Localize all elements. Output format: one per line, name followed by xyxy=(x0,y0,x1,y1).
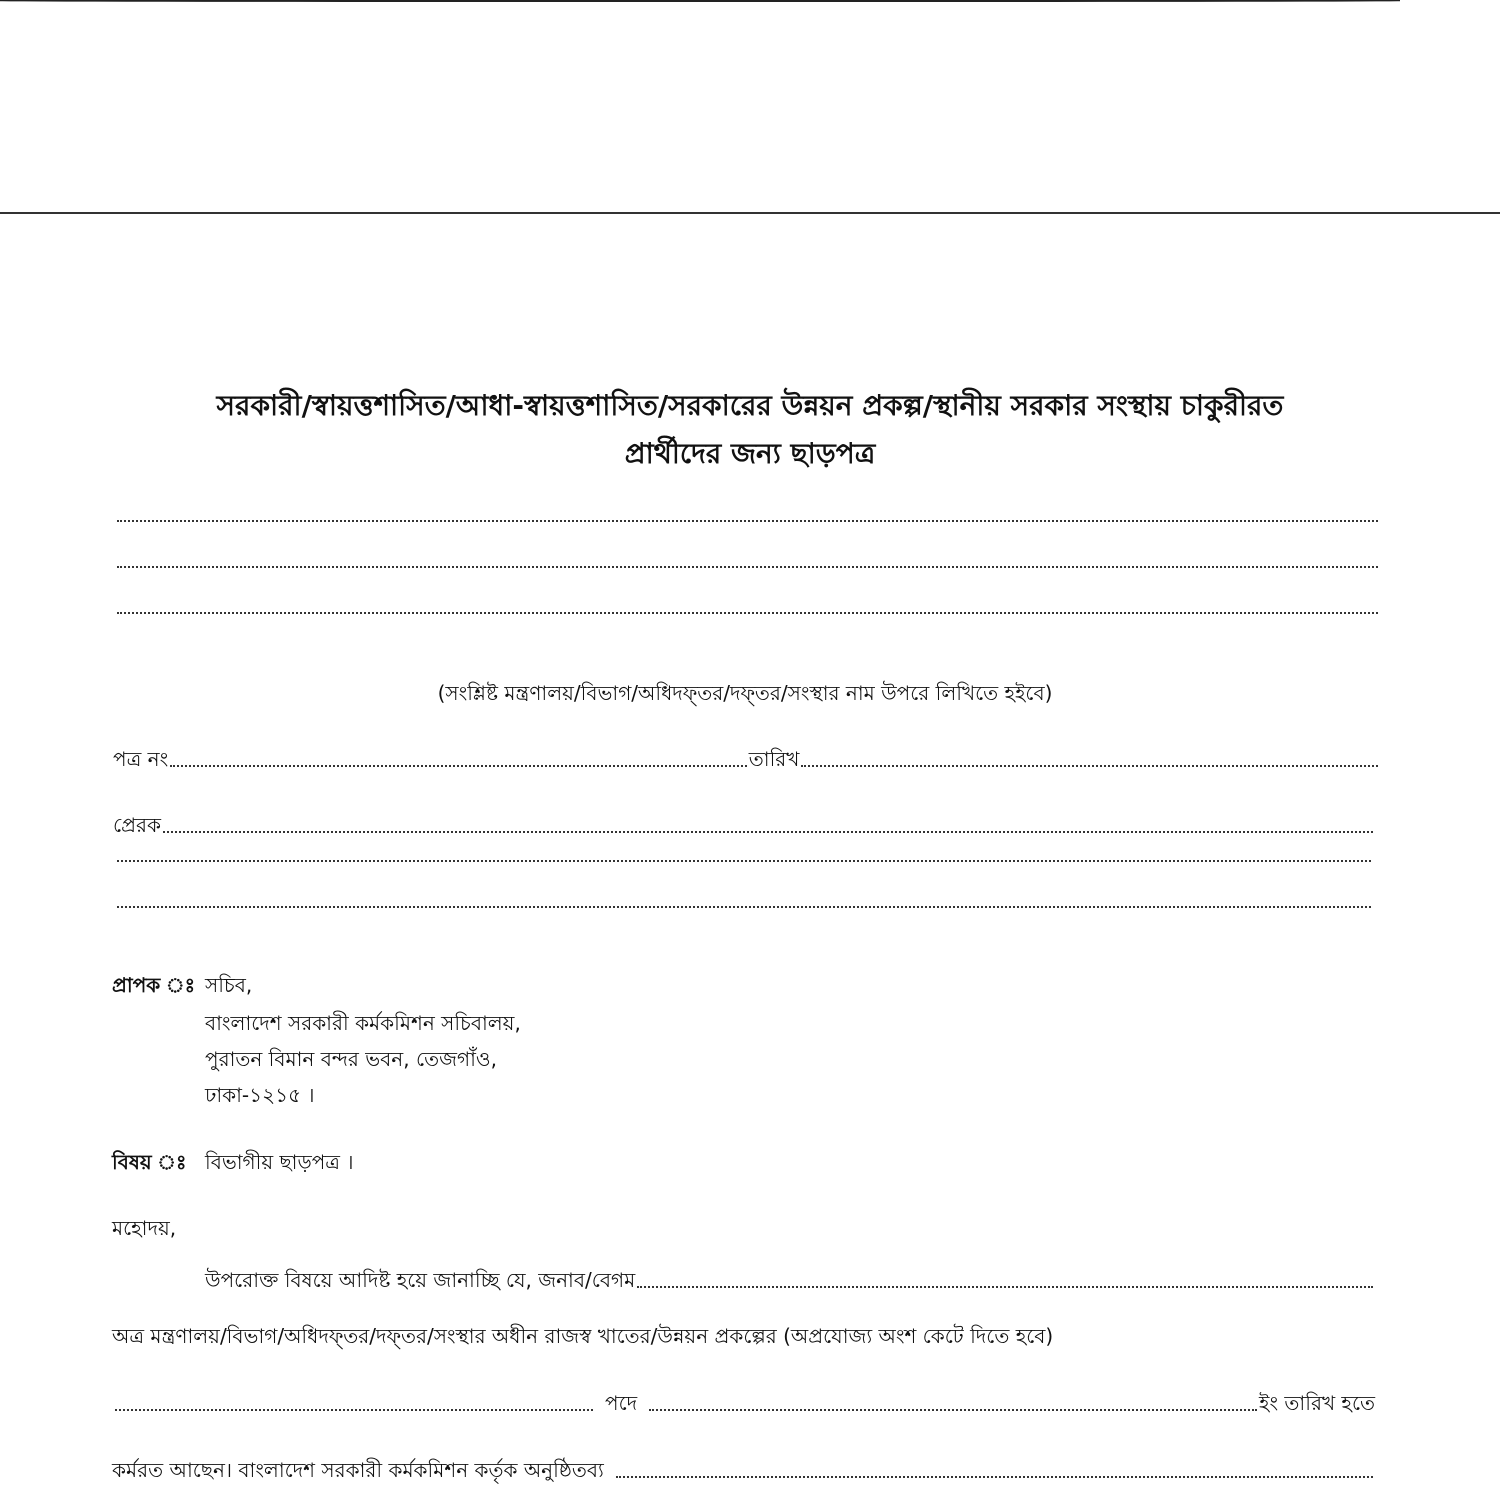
letter-no-label: পত্র নং xyxy=(113,747,169,771)
scan-edge-line xyxy=(0,0,1400,2)
recipient-line: সচিব, xyxy=(205,973,253,997)
sender-row xyxy=(113,812,1375,838)
subject-label: বিষয় ঃ xyxy=(112,1150,187,1174)
from-date-field[interactable] xyxy=(649,1409,1257,1411)
recipient-line: বাংলাদেশ সরকারী কর্মকমিশন সচিবালয়, xyxy=(205,1011,521,1035)
body-text-2: অত্র মন্ত্রণালয়/বিভাগ/অধিদফ্তর/দফ্তর/সংস্থার অধীন রাজস্ব খাতের/উন্নয়ন প্রকল্পের (অপ্রযোজ্য অংশ কেটে দিতে হবে) xyxy=(112,1324,1054,1348)
post-label: পদে xyxy=(605,1391,638,1415)
fold-line xyxy=(0,212,1500,214)
sender-label: প্রেরক xyxy=(113,813,162,837)
body-line-4 xyxy=(112,1457,1375,1483)
form-title-line1: সরকারী/স্বায়ত্তশাসিত/আধা-স্বায়ত্তশাসিত/সরকারের উন্নয়ন প্রকল্প/স্থানীয় সরকার সংস্থায় চাকুরীরত xyxy=(216,389,1284,422)
body-line-1 xyxy=(205,1267,1375,1293)
recipient-line: ঢাকা-১২১৫ । xyxy=(205,1083,315,1107)
post-field[interactable] xyxy=(115,1409,593,1411)
body-text-4: কর্মরত আছেন। বাংলাদেশ সরকারী কর্মকমিশন কর্তৃক অনুষ্ঠিতব্য xyxy=(112,1458,604,1482)
recipient-label: প্রাপক ঃ xyxy=(112,973,196,997)
office-name-field-2[interactable] xyxy=(115,566,1380,573)
letter-no-date-row xyxy=(113,746,1380,772)
from-date-label: ইং তারিখ হতে xyxy=(1259,1391,1375,1415)
recipient-line: পুরাতন বিমান বন্দর ভবন, তেজগাঁও, xyxy=(205,1047,497,1071)
form-title-line2: প্রার্থীদের জন্য ছাড়পত্র xyxy=(624,437,876,470)
salutation: মহোদয়, xyxy=(112,1216,177,1240)
sender-field[interactable] xyxy=(163,831,1373,833)
office-name-field-3[interactable] xyxy=(115,612,1380,619)
header-note: (সংশ্লিষ্ট মন্ত্রণালয়/বিভাগ/অধিদফ্তর/দফ্তর/সংস্থার নাম উপরে লিখিতে হইবে) xyxy=(437,681,1053,705)
office-name-field-1[interactable] xyxy=(115,520,1380,527)
date-field[interactable] xyxy=(801,765,1378,767)
sender-field-3[interactable] xyxy=(115,906,1373,913)
sender-field-2[interactable] xyxy=(115,860,1373,867)
date-label: তারিখ xyxy=(748,747,800,771)
body-line-3 xyxy=(113,1390,1375,1416)
letter-no-field[interactable] xyxy=(170,765,747,767)
subject-text: বিভাগীয় ছাড়পত্র । xyxy=(205,1150,354,1174)
body-text-1: উপরোক্ত বিষয়ে আদিষ্ট হয়ে জানাচ্ছি যে, জনাব/বেগম xyxy=(205,1268,636,1292)
employee-name-field[interactable] xyxy=(637,1286,1373,1288)
exam-name-field[interactable] xyxy=(616,1476,1373,1478)
